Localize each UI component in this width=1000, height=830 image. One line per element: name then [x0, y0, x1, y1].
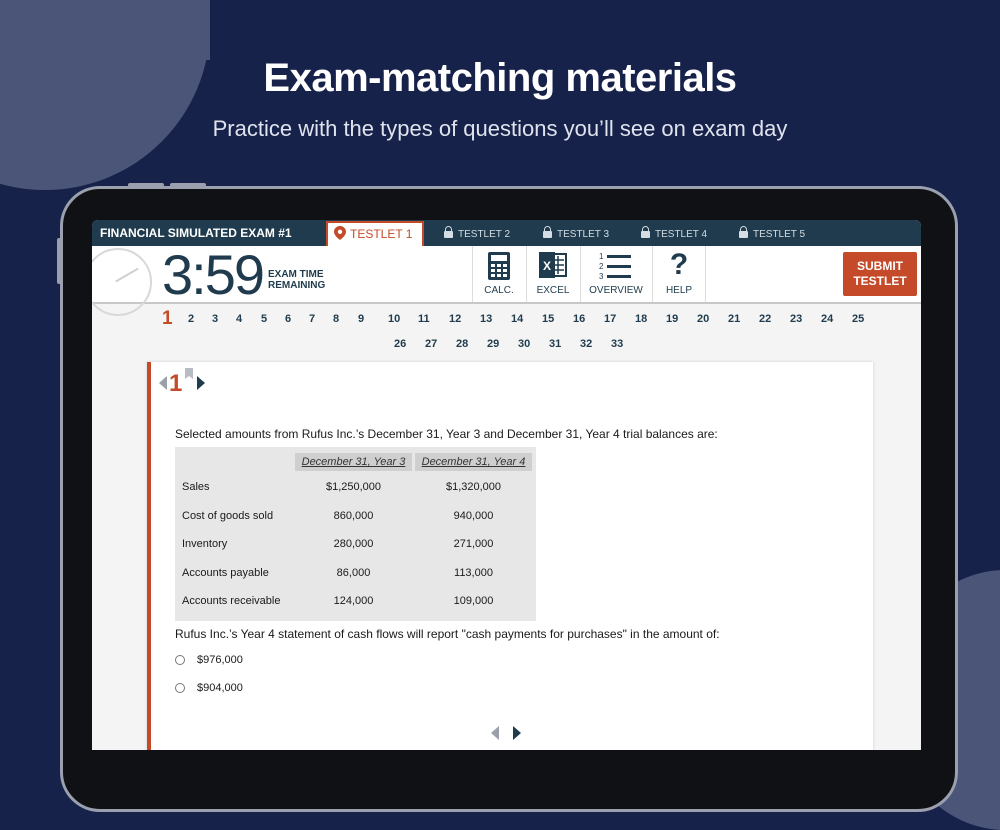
chevron-left-icon[interactable] — [159, 376, 167, 390]
question-number-link[interactable]: 21 — [728, 313, 741, 325]
decorative-blob — [0, 0, 210, 60]
question-number-link[interactable]: 14 — [511, 313, 524, 325]
question-number: 1 — [169, 370, 183, 397]
help-button[interactable] — [652, 246, 706, 302]
question-number-link[interactable]: 10 — [388, 313, 401, 325]
option-label: $976,000 — [197, 654, 243, 666]
question-number-link[interactable]: 26 — [394, 338, 407, 350]
table-cell: 109,000 — [453, 595, 494, 607]
lock-icon — [543, 231, 552, 238]
tab-label: TESTLET 4 — [655, 229, 708, 240]
svg-text:X: X — [542, 259, 552, 273]
submit-label-line: SUBMIT — [857, 259, 903, 273]
question-number-link[interactable]: 3 — [212, 313, 219, 325]
tab-testlet-4[interactable] — [641, 223, 707, 246]
submit-testlet-button[interactable] — [843, 252, 917, 296]
question-number-link[interactable]: 5 — [261, 313, 268, 325]
question-number-link[interactable]: 19 — [666, 313, 679, 325]
calculator-icon — [488, 252, 510, 280]
question-prompt: Rufus Inc.’s Year 4 statement of cash flows will report "cash payments for purchases" in the amount of: — [175, 627, 720, 641]
exam-screen — [92, 220, 921, 750]
question-number-link[interactable]: 31 — [549, 338, 562, 350]
exam-title: FINANCIAL SIMULATED EXAM #1 — [100, 226, 292, 240]
question-number-link[interactable]: 22 — [759, 313, 772, 325]
promo-headline: Exam-matching materials — [263, 56, 737, 100]
tool-label: EXCEL — [536, 285, 570, 296]
question-number-link[interactable]: 30 — [518, 338, 531, 350]
table-cell: 940,000 — [453, 509, 494, 522]
table-header: December 31, Year 4 — [415, 453, 532, 471]
table-cell: 280,000 — [333, 538, 374, 550]
table-cell: Sales — [182, 481, 210, 493]
question-number-link[interactable]: 8 — [333, 313, 340, 325]
overview-list-icon — [599, 252, 633, 282]
table-cell: Cost of goods sold — [182, 509, 274, 522]
excel-button[interactable] — [526, 246, 579, 302]
question-number-link[interactable]: 25 — [852, 313, 865, 325]
table-cell: 271,000 — [453, 538, 494, 550]
svg-text:1: 1 — [599, 252, 604, 261]
question-number-link[interactable]: 27 — [425, 338, 438, 350]
table-cell: 113,000 — [454, 566, 493, 579]
table-cell: 860,000 — [333, 509, 374, 522]
lock-icon — [739, 231, 748, 238]
exam-timer: 3:59 — [162, 243, 263, 306]
lock-icon — [444, 231, 453, 238]
question-number-link[interactable]: 24 — [821, 313, 834, 325]
question-number-link[interactable]: 16 — [573, 313, 586, 325]
option-label: $904,000 — [197, 682, 243, 694]
bookmark-icon[interactable] — [185, 368, 193, 379]
svg-text:2: 2 — [599, 262, 604, 271]
question-number-link[interactable]: 2 — [188, 313, 195, 325]
tab-label: TESTLET 1 — [350, 227, 413, 241]
question-number-link[interactable]: 11 — [418, 313, 430, 325]
question-number-link[interactable]: 33 — [611, 338, 624, 350]
table-cell: 124,000 — [333, 595, 374, 607]
table-cell: Accounts payable — [182, 566, 269, 579]
overview-button[interactable] — [580, 246, 651, 302]
question-number-link[interactable]: 7 — [309, 313, 316, 325]
tab-testlet-1[interactable] — [326, 221, 424, 246]
question-number-link[interactable]: 20 — [697, 313, 710, 325]
calculator-button[interactable] — [472, 246, 525, 302]
chevron-right-icon[interactable] — [197, 376, 205, 390]
timer-label-line: REMAINING — [268, 280, 326, 291]
location-pin-icon — [334, 226, 346, 240]
question-number-link[interactable]: 13 — [480, 313, 493, 325]
tool-label: OVERVIEW — [589, 285, 643, 296]
radio-button[interactable] — [175, 655, 185, 665]
question-number-link[interactable]: 12 — [449, 313, 462, 325]
excel-icon — [539, 252, 567, 278]
table-cell: Accounts receivable — [182, 595, 281, 607]
question-number-link[interactable]: 23 — [790, 313, 803, 325]
question-number-link[interactable]: 1 — [162, 308, 173, 329]
tab-testlet-5[interactable] — [739, 223, 805, 246]
help-question-icon: ? — [669, 248, 689, 281]
question-card — [147, 362, 873, 750]
submit-label-line: TESTLET — [853, 274, 907, 288]
question-number-link[interactable]: 28 — [456, 338, 469, 350]
lock-icon — [641, 231, 650, 238]
timer-label-line: EXAM TIME — [268, 269, 324, 280]
exam-toolbar — [92, 243, 921, 306]
question-number-link[interactable]: 17 — [604, 313, 617, 325]
table-cell: Inventory — [182, 538, 228, 550]
question-number-link[interactable]: 6 — [285, 313, 292, 325]
answer-option[interactable] — [175, 680, 375, 698]
question-number-link[interactable]: 15 — [542, 313, 555, 325]
tool-label: HELP — [665, 285, 693, 296]
question-intro: Selected amounts from Rufus Inc.’s December 31, Year 3 and December 31, Year 4 trial balances are: — [175, 427, 718, 441]
question-navigator — [92, 310, 921, 360]
question-number-link[interactable]: 32 — [580, 338, 593, 350]
promo-subline: Practice with the types of questions you’ll see on exam day — [212, 116, 788, 141]
tab-testlet-2[interactable] — [444, 223, 510, 246]
question-number-link[interactable]: 29 — [487, 338, 500, 350]
tab-label: TESTLET 5 — [753, 229, 806, 240]
trial-balance-table — [175, 447, 536, 621]
chevron-left-icon[interactable] — [491, 726, 499, 740]
chevron-right-icon[interactable] — [513, 726, 521, 740]
table-cell: $1,320,000 — [445, 481, 502, 493]
svg-text:3: 3 — [599, 272, 604, 281]
table-cell: $1,250,000 — [325, 481, 382, 493]
answer-option[interactable] — [175, 652, 375, 670]
radio-button[interactable] — [175, 683, 185, 693]
tab-testlet-3[interactable] — [543, 223, 609, 246]
table-cell: 86,000 — [336, 566, 371, 579]
table-header: December 31, Year 3 — [295, 453, 412, 471]
question-number-link[interactable]: 9 — [358, 313, 365, 325]
tab-label: TESTLET 2 — [458, 229, 511, 240]
tool-label: CALC. — [484, 285, 514, 296]
timer-label — [268, 269, 325, 291]
question-number-link[interactable]: 4 — [236, 313, 243, 325]
question-number-link[interactable]: 18 — [635, 313, 648, 325]
tab-label: TESTLET 3 — [557, 229, 610, 240]
clock-icon — [92, 248, 152, 316]
